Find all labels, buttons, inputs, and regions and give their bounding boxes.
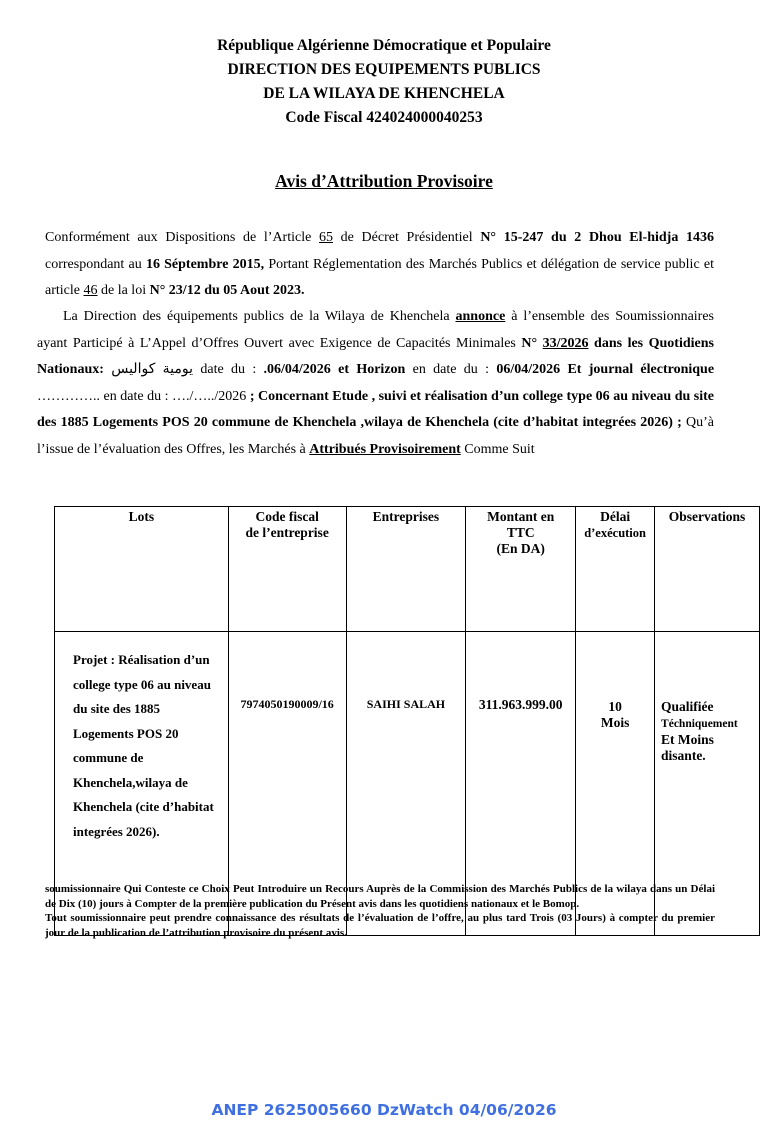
header-montant	[466, 507, 576, 632]
text: de l’entreprise	[245, 525, 329, 540]
tender-number: 33/2026	[542, 335, 589, 351]
footer-recourse: soumissionnaire Qui Conteste ce Choix Peut Introduire un Recours Auprès de la Commission des Marchés Publics de la wilaya dans un Délai de Dix (10) jours à Compter de la première publication du Présent avis dans les quotidiens nationaux et le Bomop.	[45, 883, 715, 910]
paragraph-legal-basis	[37, 225, 714, 305]
decree-date: 16 Séptembre 2015,	[145, 256, 265, 272]
tender-number-prefix: N°	[521, 335, 538, 351]
text: de Décret Présidentiel	[333, 230, 481, 245]
law-reference: N° 23/12 du 05 Aout 2023.	[149, 283, 305, 298]
text: ………….. en date du : …./…../2026	[37, 388, 250, 404]
text: Conformément aux Dispositions de l’Article	[45, 230, 319, 245]
cell-lot: Projet : Réalisation d’un college type 06 au niveau du site des 1885 Logements POS 20 commune de Khenchela,wilaya de Khenchela (cite d’habitat integrées 2026).	[55, 632, 229, 936]
attributed-word: Attribués Provisoirement	[309, 441, 461, 457]
newspaper-name: يومية كواليس	[111, 362, 194, 377]
header-entreprises: Entreprises	[346, 507, 466, 632]
text: Qu’à l’issue de l’évaluation des Offres, les Marchés à	[37, 415, 714, 457]
text: correspondant au	[45, 256, 146, 272]
text: Code fiscal	[255, 509, 319, 524]
cell-code-fiscal: 7974050190009/16	[228, 632, 346, 936]
publication-reference: ANEP 2625005660 DzWatch 04/06/2026	[211, 1101, 557, 1119]
text: d’exécution	[584, 526, 646, 540]
footer-consultation: Tout soumissionnaire peut prendre connaissance des résultats de l’évaluation de l’offre, au plus tard Trois (03 Jours) à compter du premier jour de la publication de l’attribution provisoire du présent avis.	[45, 912, 715, 939]
header-lots: Lots	[55, 507, 229, 632]
text: Comme Suit	[460, 441, 535, 457]
decree-reference: N° 15-247 du 2 Dhou El-hidja 1436	[480, 230, 714, 245]
text: Et Moins	[661, 732, 714, 747]
text: Mois	[600, 715, 630, 730]
header-delai	[576, 507, 655, 632]
text: Montant en	[487, 509, 555, 524]
text: dans les Quotidiens Nationaux:	[37, 335, 714, 377]
document-header	[0, 34, 768, 130]
text: TTC	[506, 525, 535, 540]
text: date du :	[193, 362, 264, 377]
document-title: Avis d’Attribution Provisoire	[275, 171, 493, 191]
publication-date-1: .06/04/2026	[263, 362, 331, 377]
cell-entreprise: SAIHI SALAH	[346, 632, 466, 936]
header-republic: République Algérienne Démocratique et Populaire	[217, 37, 551, 54]
header-wilaya: DE LA WILAYA DE KHENCHELA	[263, 85, 505, 102]
header-direction: DIRECTION DES EQUIPEMENTS PUBLICS	[227, 61, 541, 78]
text: Qualifiée	[661, 699, 714, 714]
text: Portant Réglementation des Marchés Publics et délégation de service public et article	[45, 256, 714, 298]
project-subject: ; Concernant Etude , suivi et réalisation d’un college type 06 au niveau du site des 1885 Logements POS 20 commune de Khenchela ,wilaya de Khenchela (cite d’habitat integrées 2026) ;	[37, 388, 714, 430]
text: en date du :	[405, 362, 497, 377]
publication-date-2: 06/04/2026 Et journal électronique	[496, 362, 715, 377]
newspaper-horizon: et Horizon	[330, 362, 406, 377]
announce-word: annonce	[455, 309, 506, 324]
header-code-fiscal: Code Fiscal 424024000040253	[285, 109, 483, 126]
header-code-fiscal	[228, 507, 346, 632]
article-number: 65	[319, 230, 333, 245]
text: La Direction des équipements publics de la Wilaya de Khenchela	[63, 309, 456, 324]
text: à l’ensemble des Soumissionnaires ayant Participé à L’Appel d’Offres Ouvert avec Exigence de Capacités Minimales	[37, 309, 714, 351]
footer-notes	[45, 882, 715, 940]
header-observations: Observations	[655, 507, 760, 632]
text: Délai	[600, 509, 631, 524]
text: Téchniquement	[661, 718, 738, 730]
cell-montant: 311.963.999.00	[466, 632, 576, 936]
text: de la loi	[97, 283, 150, 298]
document-title-wrap	[0, 171, 768, 192]
table-header-row	[55, 507, 760, 632]
text: 10	[608, 699, 622, 714]
paragraph-announcement	[37, 304, 714, 463]
text: (En DA)	[496, 541, 545, 556]
attribution-table	[54, 506, 760, 936]
text: disante.	[661, 748, 706, 763]
article2-number: 46	[83, 283, 98, 298]
